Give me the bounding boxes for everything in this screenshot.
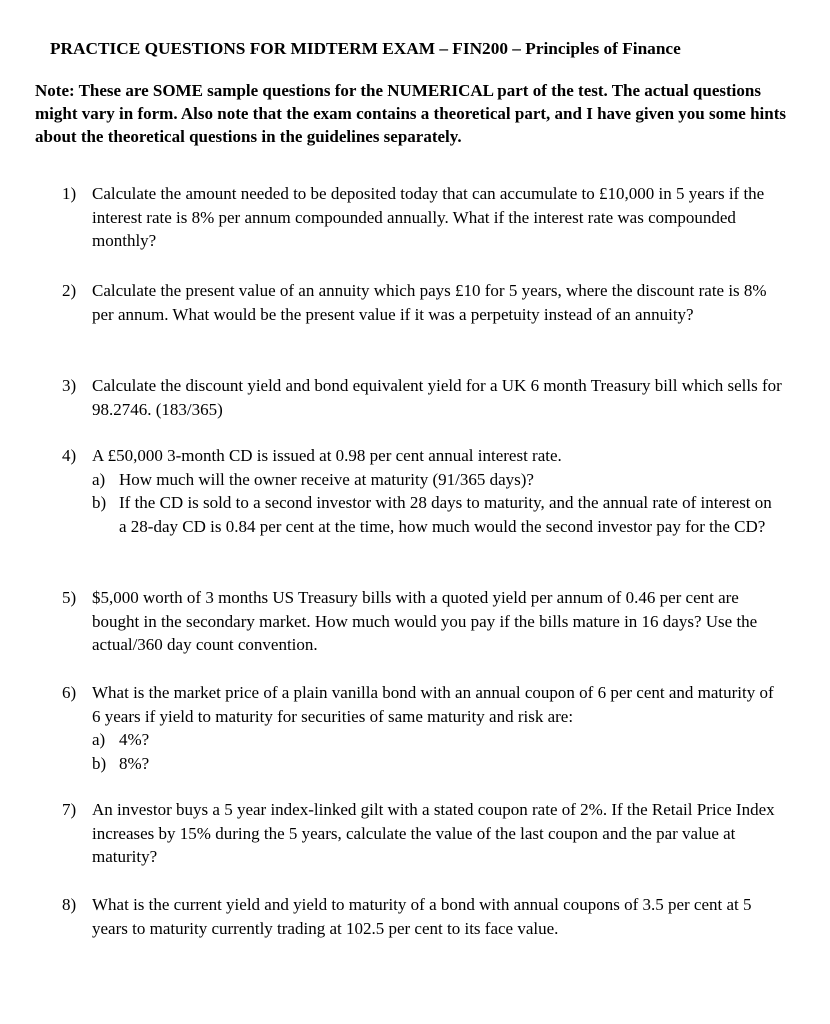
question-part-a bbox=[92, 728, 782, 752]
question-text: A £50,000 3-month CD is issued at 0.98 per cent annual interest rate. bbox=[92, 446, 562, 465]
part-letter: a) bbox=[92, 469, 106, 489]
note-paragraph: Note: These are SOME sample questions for the NUMERICAL part of the test. The actual questions might vary in form. Also note that the exam contains a theoretical part, and I have given you some hints about the theoretical questions in the guidelines separately. bbox=[35, 81, 786, 147]
question-text: Calculate the amount needed to be deposited today that can accumulate to £10,000 in 5 years if the interest rate is 8% per annum compounded annually. What if the interest rate was compounded monthly? bbox=[92, 184, 765, 250]
question-number: 6) bbox=[62, 683, 77, 702]
question-text: Calculate the present value of an annuity which pays £10 for 5 years, where the discount rate is 8% per annum. What would be the present value if it was a perpetuity instead of an annuity? bbox=[92, 281, 767, 324]
question-text: What is the market price of a plain vanilla bond with an annual coupon of 6 per cent and maturity of 6 years if yield to maturity for securities of same maturity and risk are: bbox=[92, 683, 774, 726]
question-number: 3) bbox=[62, 376, 77, 395]
question-number: 4) bbox=[62, 446, 77, 465]
question-number: 5) bbox=[62, 588, 77, 607]
question-8 bbox=[62, 893, 782, 940]
question-4 bbox=[62, 444, 782, 538]
question-number: 2) bbox=[62, 281, 77, 300]
part-text: 8%? bbox=[119, 753, 150, 773]
question-2 bbox=[62, 279, 782, 326]
question-number: 7) bbox=[62, 800, 77, 819]
question-part-b bbox=[92, 752, 782, 776]
question-number: 1) bbox=[62, 184, 77, 203]
question-text: What is the current yield and yield to maturity of a bond with annual coupons of 3.5 per cent at 5 years to maturity currently trading at 102.5 per cent to its face value. bbox=[92, 895, 752, 938]
question-text: An investor buys a 5 year index-linked gilt with a stated coupon rate of 2%. If the Retail Price Index increases by 15% during the 5 years, calculate the value of the last coupon and the par value at maturity? bbox=[92, 800, 775, 866]
question-text: $5,000 worth of 3 months US Treasury bills with a quoted yield per annum of 0.46 per cent are bought in the secondary market. How much would you pay if the bills mature in 16 days? Use the actual/360 day count convention. bbox=[92, 588, 758, 654]
question-3 bbox=[62, 374, 782, 421]
question-5 bbox=[62, 586, 782, 657]
question-text: Calculate the discount yield and bond equivalent yield for a UK 6 month Treasury bill which sells for 98.2746. (183/365) bbox=[92, 376, 782, 419]
part-letter: b) bbox=[92, 493, 107, 512]
part-text: 4%? bbox=[119, 730, 150, 749]
question-1 bbox=[62, 182, 782, 253]
document-title: PRACTICE QUESTIONS FOR MIDTERM EXAM – FIN200 – Principles of Finance bbox=[50, 39, 681, 58]
question-7 bbox=[62, 798, 782, 869]
part-letter: a) bbox=[92, 730, 106, 749]
question-number: 8) bbox=[62, 895, 77, 914]
question-part-b bbox=[92, 491, 782, 538]
part-text: If the CD is sold to a second investor with 28 days to maturity, and the annual rate of interest on a 28-day CD is 0.84 per cent at the time, how much would the second investor pay for the CD? bbox=[119, 493, 772, 536]
part-letter: b) bbox=[92, 753, 107, 773]
question-6 bbox=[62, 681, 782, 775]
part-text: How much will the owner receive at maturity (91/365 days)? bbox=[119, 469, 534, 489]
question-part-a bbox=[92, 468, 782, 492]
